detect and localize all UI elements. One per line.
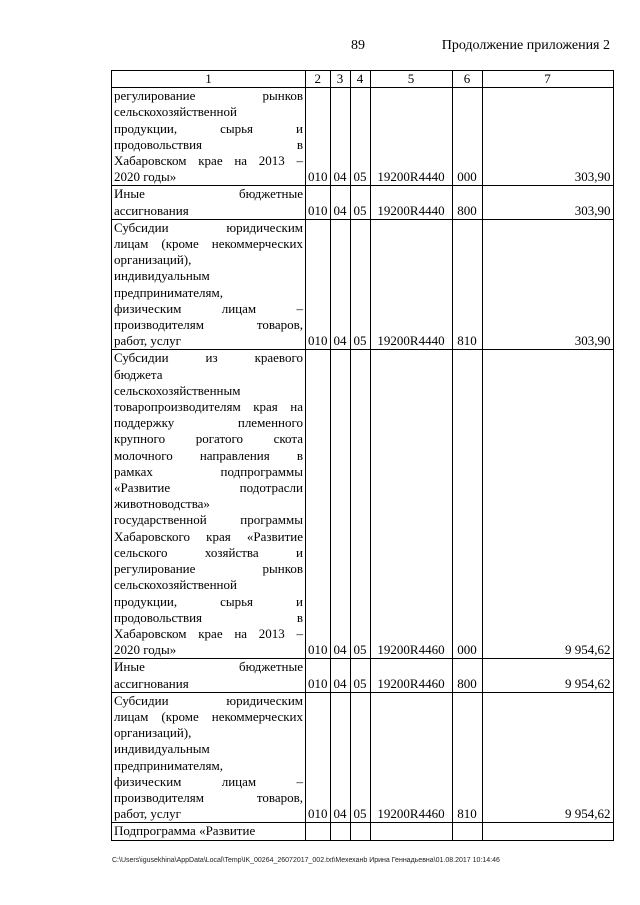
- section-code: 010: [306, 692, 331, 823]
- subsection-code: 04: [330, 186, 350, 219]
- description-line: Субсидии из краевого: [114, 350, 303, 366]
- row-description: [112, 692, 306, 823]
- description-line: Хабаровском крае на 2013 –: [114, 625, 303, 641]
- amount: 9 954,62: [482, 692, 613, 823]
- description-line: сельскохозяйственным: [114, 382, 241, 398]
- item-code: 05: [350, 350, 370, 659]
- description-line: Субсидии юридическим: [114, 219, 303, 235]
- column-header: 6: [452, 71, 482, 88]
- description-line: Хабаровского края «Развитие: [114, 528, 303, 544]
- amount: 303,90: [482, 219, 613, 350]
- row-description: [112, 186, 306, 219]
- row-description: [112, 350, 306, 659]
- column-header: 2: [306, 71, 331, 88]
- subsection-code: 04: [330, 350, 350, 659]
- description-line: Иные бюджетные: [114, 659, 303, 675]
- target-article-code: 19200R4460: [370, 350, 452, 659]
- description-line: сельскохозяйственной: [114, 577, 237, 593]
- amount: 9 954,62: [482, 659, 613, 692]
- description-line: 2020 годы»: [114, 169, 177, 185]
- description-line: продовольствия в: [114, 136, 303, 152]
- description-line: 2020 годы»: [114, 642, 177, 658]
- description-line: бюджета: [114, 366, 163, 382]
- description-line: физическим лицам –: [114, 300, 303, 316]
- description-line: Субсидии юридическим: [114, 692, 303, 708]
- description-line: ассигнования: [114, 675, 189, 691]
- description-line: продукции, сырья и: [114, 593, 303, 609]
- description-line: регулирование рынков: [114, 561, 303, 577]
- expense-type-code: 810: [452, 692, 482, 823]
- section-code: 010: [306, 186, 331, 219]
- target-article-code: 19200R4440: [370, 88, 452, 186]
- amount: 303,90: [482, 88, 613, 186]
- section-code: 010: [306, 219, 331, 350]
- column-header: 5: [370, 71, 452, 88]
- table-row: [112, 186, 614, 219]
- column-header: 3: [330, 71, 350, 88]
- column-header: 7: [482, 71, 613, 88]
- description-line: физическим лицам –: [114, 773, 303, 789]
- description-line: животноводства»: [114, 496, 210, 512]
- amount: [482, 823, 613, 840]
- description-line: Иные бюджетные: [114, 186, 303, 202]
- budget-table: [111, 70, 614, 841]
- item-code: [350, 823, 370, 840]
- column-header: 1: [112, 71, 306, 88]
- amount: 303,90: [482, 186, 613, 219]
- description-line: поддержку племенного: [114, 415, 303, 431]
- section-code: 010: [306, 88, 331, 186]
- description-line: ассигнования: [114, 202, 189, 218]
- section-code: 010: [306, 659, 331, 692]
- amount: 9 954,62: [482, 350, 613, 659]
- table-row: [112, 823, 614, 840]
- item-code: 05: [350, 692, 370, 823]
- target-article-code: 19200R4440: [370, 219, 452, 350]
- description-line: сельскохозяйственной: [114, 104, 237, 120]
- table-row: [112, 88, 614, 186]
- expense-type-code: 810: [452, 219, 482, 350]
- description-line: сельского хозяйства и: [114, 544, 303, 560]
- section-code: [306, 823, 331, 840]
- target-article-code: [370, 823, 452, 840]
- column-number-row: [112, 71, 614, 88]
- target-article-code: 19200R4460: [370, 659, 452, 692]
- description-line: Хабаровском крае на 2013 –: [114, 153, 303, 169]
- expense-type-code: 800: [452, 186, 482, 219]
- description-line: организаций),: [114, 725, 192, 741]
- target-article-code: 19200R4460: [370, 692, 452, 823]
- continuation-note: Продолжение приложения 2: [441, 38, 610, 53]
- description-line: индивидуальным: [114, 741, 210, 757]
- row-description: [112, 88, 306, 186]
- file-path-footer: C:\Users\igusekhina\AppData\Local\Temp\IK_00264_26072017_002.txt\Мехеханb Ирина Геннадьевна\01.08.2017 10:14:46: [112, 857, 500, 864]
- subsection-code: [330, 823, 350, 840]
- description-line: молочного направления в: [114, 447, 303, 463]
- description-line: производителям товаров,: [114, 317, 303, 333]
- description-line: организаций),: [114, 252, 192, 268]
- subsection-code: 04: [330, 219, 350, 350]
- target-article-code: 19200R4440: [370, 186, 452, 219]
- subsection-code: 04: [330, 88, 350, 186]
- description-line: производителям товаров,: [114, 789, 303, 805]
- expense-type-code: 800: [452, 659, 482, 692]
- description-line: крупного рогатого скота: [114, 431, 303, 447]
- item-code: 05: [350, 88, 370, 186]
- description-line: продукции, сырья и: [114, 120, 303, 136]
- row-description: [112, 219, 306, 350]
- table-row: [112, 350, 614, 659]
- subsection-code: 04: [330, 692, 350, 823]
- section-code: 010: [306, 350, 331, 659]
- description-line: предпринимателям,: [114, 284, 223, 300]
- description-line: индивидуальным: [114, 268, 210, 284]
- item-code: 05: [350, 659, 370, 692]
- table-row: [112, 692, 614, 823]
- expense-type-code: [452, 823, 482, 840]
- description-line: работ, услуг: [114, 806, 182, 822]
- item-code: 05: [350, 219, 370, 350]
- description-line: рамках подпрограммы: [114, 463, 303, 479]
- page-number: 89: [351, 38, 365, 53]
- table-row: [112, 219, 614, 350]
- description-line: лицам (кроме некоммерческих: [114, 236, 303, 252]
- row-description: [112, 823, 306, 840]
- description-line: товаропроизводителям края на: [114, 399, 303, 415]
- description-line: государственной программы: [114, 512, 303, 528]
- item-code: 05: [350, 186, 370, 219]
- description-line: регулирование рынков: [114, 88, 303, 104]
- expense-type-code: 000: [452, 350, 482, 659]
- expense-type-code: 000: [452, 88, 482, 186]
- description-line: предпринимателям,: [114, 757, 223, 773]
- description-line: лицам (кроме некоммерческих: [114, 708, 303, 724]
- subsection-code: 04: [330, 659, 350, 692]
- column-header: 4: [350, 71, 370, 88]
- table-row: [112, 659, 614, 692]
- description-line: работ, услуг: [114, 333, 182, 349]
- description-line: продовольствия в: [114, 609, 303, 625]
- description-line: Подпрограмма «Развитие: [114, 823, 256, 839]
- row-description: [112, 659, 306, 692]
- description-line: «Развитие подотрасли: [114, 480, 303, 496]
